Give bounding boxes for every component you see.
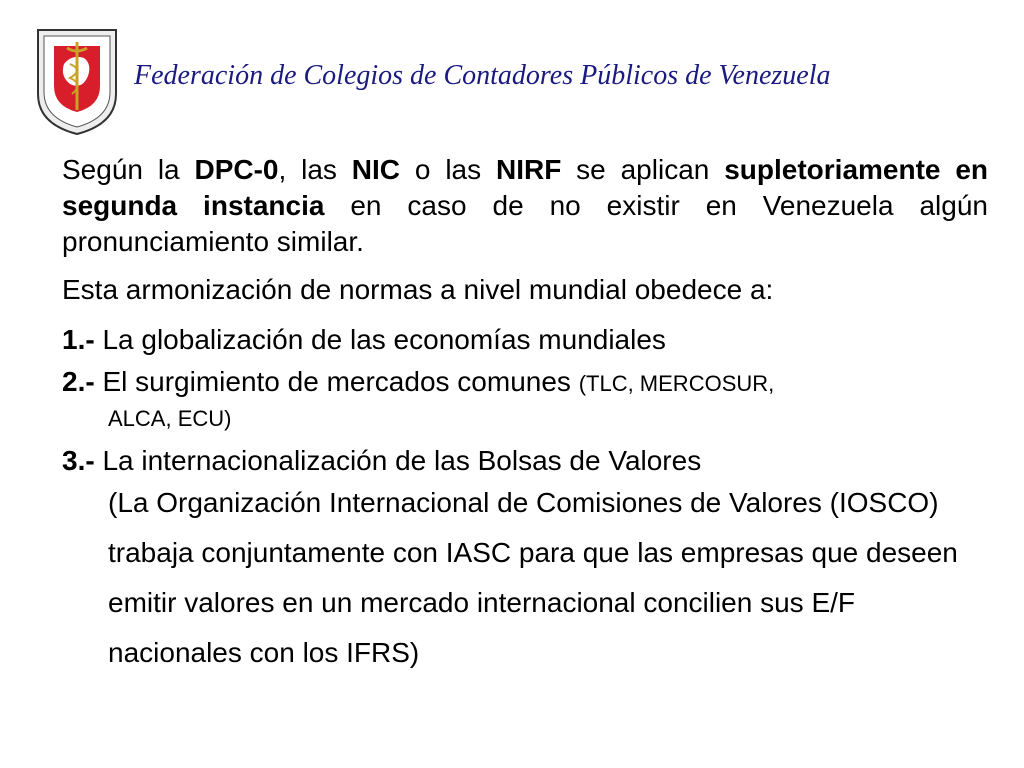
item-note-continued: ALCA, ECU) (108, 406, 232, 431)
item-text: El surgimiento de mercados comunes (94, 366, 579, 397)
intro-paragraph (62, 152, 988, 260)
item-text: La globalización de las economías mundiales (94, 324, 666, 355)
item-number: 1.- (62, 324, 95, 355)
list-item-1 (62, 322, 988, 358)
term-nic: NIC (351, 154, 401, 185)
text-segment: o las (400, 154, 496, 185)
text-segment: Según la (62, 154, 195, 185)
list-item-3-detail: (La Organización Internacional de Comisiones de Valores (IOSCO) trabaja conjuntamente con IASC para que las empresas que deseen emitir valores en un mercado internacional concilien sus E/F nacionales con los IFRS) (108, 487, 958, 668)
item-note: (TLC, MERCOSUR, (578, 371, 775, 396)
text-segment: en caso de no existir en Venezuela algún pronunciamiento similar. (62, 190, 988, 257)
term-nirf: NIRF (495, 154, 562, 185)
harmonization-paragraph: Esta armonización de normas a nivel mundial obedece a: (62, 274, 774, 305)
text-segment: se aplican (561, 154, 725, 185)
shield-caduceus-logo-icon (34, 24, 120, 136)
term-supletoriamente: supletoriamente en segunda instancia (62, 154, 989, 221)
list-item-3 (62, 440, 988, 482)
federation-logo (34, 24, 120, 136)
item-text: La internacionalización de las Bolsas de Valores (94, 445, 702, 476)
item-number: 2.- (62, 366, 95, 397)
list-item-2 (62, 364, 988, 436)
page-title: Federación de Colegios de Contadores Públicos de Venezuela (134, 60, 831, 91)
term-dpc0: DPC-0 (194, 154, 279, 185)
text-segment: , las (278, 154, 352, 185)
slide-body (62, 152, 988, 678)
item-number: 3.- (62, 445, 95, 476)
